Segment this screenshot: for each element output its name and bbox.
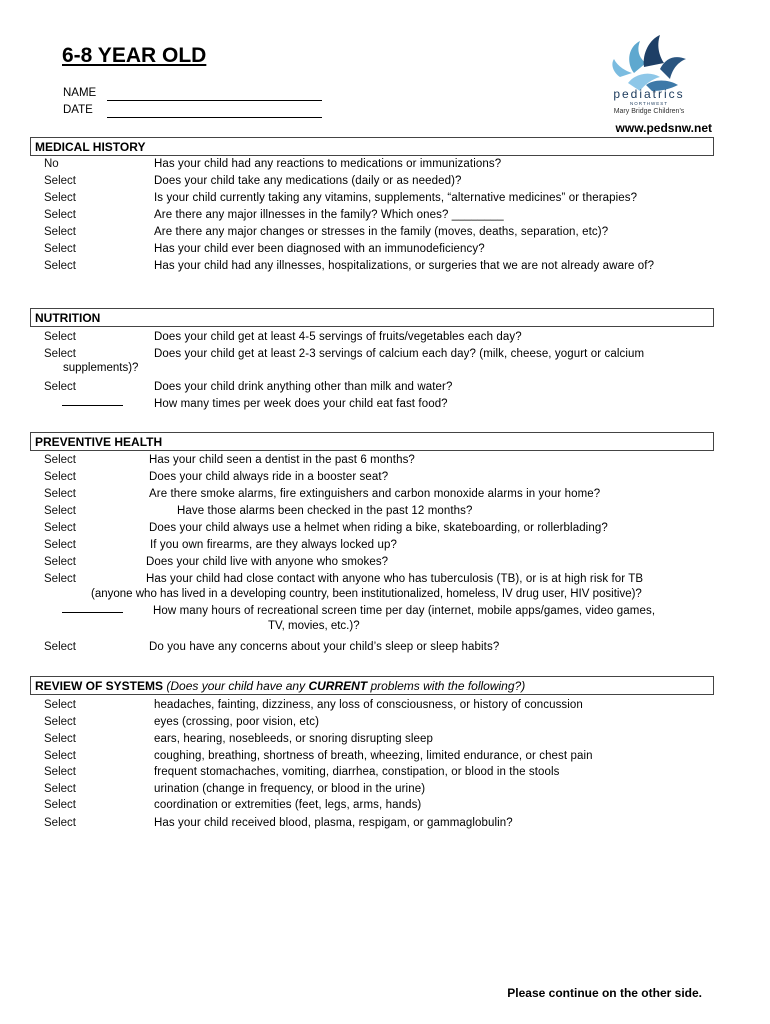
- date-field: [63, 104, 107, 116]
- answer-select[interactable]: Select: [44, 209, 76, 221]
- date-input-line[interactable]: [107, 117, 322, 118]
- section-header-review-of-systems: [30, 676, 714, 695]
- answer-select[interactable]: Select: [44, 226, 76, 238]
- question-row: [0, 452, 770, 469]
- question-row: [0, 224, 770, 241]
- answer-blank-line[interactable]: [62, 612, 123, 613]
- question-text: coordination or extremities (feet, legs, arms, hands): [154, 799, 422, 811]
- question-row: [0, 190, 770, 207]
- question-text: Does your child drink anything other than milk and water?: [154, 381, 453, 393]
- answer-select[interactable]: Select: [44, 505, 76, 517]
- answer-select[interactable]: Select: [44, 539, 76, 551]
- question-text: How many times per week does your child eat fast food?: [154, 398, 448, 410]
- question-row: [0, 537, 770, 554]
- website-link[interactable]: www.pedsnw.net: [615, 121, 712, 135]
- question-text: Are there any major illnesses in the family? Which ones? ________: [154, 209, 504, 221]
- question-text: coughing, breathing, shortness of breath, wheezing, limited endurance, or chest pain: [154, 750, 593, 762]
- question-row: [0, 241, 770, 258]
- question-text: Has your child received blood, plasma, respigam, or gammaglobulin?: [154, 817, 513, 829]
- answer-select[interactable]: Select: [44, 348, 76, 360]
- question-text: Does your child get at least 4-5 servings of fruits/vegetables each day?: [154, 331, 522, 343]
- question-text: If you own firearms, are they always locked up?: [150, 539, 397, 551]
- question-text: Is your child currently taking any vitamins, supplements, “alternative medicines” or therapies?: [154, 192, 638, 204]
- question-text: Does your child get at least 2-3 servings of calcium each day? (milk, cheese, yogurt or calcium: [154, 348, 645, 360]
- question-row: [0, 571, 770, 588]
- question-row: [0, 714, 770, 731]
- question-row: [0, 258, 770, 275]
- section-header-medical-history: [30, 137, 714, 156]
- answer-select[interactable]: Select: [44, 716, 76, 728]
- answer-select[interactable]: Select: [44, 699, 76, 711]
- question-text: Has your child had any illnesses, hospitalizations, or surgeries that we are not already aware of?: [154, 260, 655, 272]
- section-note-after: problems with the following?): [367, 679, 526, 693]
- section-title: REVIEW OF SYSTEMS: [35, 679, 164, 693]
- question-text: Does your child always use a helmet when riding a bike, skateboarding, or rollerblading?: [149, 522, 608, 534]
- answer-select[interactable]: Select: [44, 192, 76, 204]
- name-label: NAME: [63, 87, 97, 99]
- answer-select[interactable]: Select: [44, 454, 76, 466]
- answer-select[interactable]: Select: [44, 799, 76, 811]
- question-row: [0, 469, 770, 486]
- logo-wordmark: pediatrics: [613, 87, 685, 101]
- answer-select[interactable]: No: [44, 158, 59, 170]
- question-row: [0, 781, 770, 798]
- question-text: Does your child always ride in a booster seat?: [149, 471, 389, 483]
- question-text: headaches, fainting, dizziness, any loss of consciousness, or history of concussion: [154, 699, 583, 711]
- answer-select[interactable]: Select: [44, 783, 76, 795]
- answer-select[interactable]: Select: [44, 260, 76, 272]
- question-row: [0, 486, 770, 503]
- section-note-before: (Does your child have any: [166, 679, 309, 693]
- question-row: [0, 603, 770, 620]
- section-title: PREVENTIVE HEALTH: [35, 435, 163, 449]
- answer-select[interactable]: Select: [44, 750, 76, 762]
- logo-subtext: NORTHWEST: [630, 101, 668, 106]
- page-title: 6-8 YEAR OLD: [62, 44, 207, 67]
- answer-select[interactable]: Select: [44, 175, 76, 187]
- question-text: Has your child ever been diagnosed with an immunodeficiency?: [154, 243, 485, 255]
- section-title: NUTRITION: [35, 311, 101, 325]
- question-continuation: supplements)?: [63, 362, 139, 374]
- answer-select[interactable]: Select: [44, 488, 76, 500]
- answer-select[interactable]: Select: [44, 766, 76, 778]
- question-text: Has your child had close contact with anyone who has tuberculosis (TB), or is at high risk for TB: [146, 573, 644, 585]
- section-title: MEDICAL HISTORY: [35, 140, 146, 154]
- answer-select[interactable]: Select: [44, 573, 76, 585]
- continue-note: Please continue on the other side.: [507, 986, 702, 1000]
- section-header-nutrition: [30, 308, 714, 327]
- question-row: [0, 554, 770, 571]
- question-row: [0, 329, 770, 346]
- answer-select[interactable]: Select: [44, 522, 76, 534]
- question-row: [0, 346, 770, 363]
- question-row: [0, 503, 770, 520]
- question-row: [0, 156, 770, 173]
- answer-select[interactable]: Select: [44, 471, 76, 483]
- question-text: urination (change in frequency, or blood in the urine): [154, 783, 426, 795]
- answer-select[interactable]: Select: [44, 641, 76, 653]
- name-input-line[interactable]: [107, 100, 322, 101]
- answer-select[interactable]: Select: [44, 556, 76, 568]
- question-continuation: (anyone who has lived in a developing country, been institutionalized, homeless, IV drug user, HIV positive)?: [91, 588, 642, 600]
- answer-select[interactable]: Select: [44, 243, 76, 255]
- section-note: [166, 679, 525, 693]
- question-text: Does your child live with anyone who smokes?: [146, 556, 389, 568]
- question-row: [0, 697, 770, 714]
- question-row: [0, 520, 770, 537]
- question-text: frequent stomachaches, vomiting, diarrhea, constipation, or blood in the stools: [154, 766, 560, 778]
- question-text: Does your child take any medications (daily or as needed)?: [154, 175, 462, 187]
- name-field: [63, 87, 107, 99]
- question-row: [0, 731, 770, 748]
- question-row: [0, 764, 770, 781]
- answer-select[interactable]: Select: [44, 381, 76, 393]
- question-row: [0, 379, 770, 396]
- question-text: Are there smoke alarms, fire extinguishers and carbon monoxide alarms in your home?: [149, 488, 601, 500]
- question-text: eyes (crossing, poor vision, etc): [154, 716, 320, 728]
- question-text: Has your child had any reactions to medications or immunizations?: [154, 158, 502, 170]
- question-row: [0, 815, 770, 832]
- answer-select[interactable]: Select: [44, 331, 76, 343]
- answer-select[interactable]: Select: [44, 733, 76, 745]
- section-header-preventive-health: [30, 432, 714, 451]
- answer-select[interactable]: Select: [44, 817, 76, 829]
- logo-tagline: Mary Bridge Children's: [613, 108, 685, 115]
- question-row: [0, 207, 770, 224]
- question-row: [0, 173, 770, 190]
- question-text: Do you have any concerns about your child’s sleep or sleep habits?: [149, 641, 500, 653]
- question-row: [0, 748, 770, 765]
- question-row: [0, 639, 770, 656]
- answer-blank-line[interactable]: [62, 405, 123, 406]
- question-continuation: TV, movies, etc.)?: [268, 620, 360, 632]
- question-text: How many hours of recreational screen time per day (internet, mobile apps/games, video games,: [153, 605, 656, 617]
- question-row: [0, 797, 770, 814]
- question-text: ears, hearing, nosebleeds, or snoring disrupting sleep: [154, 733, 434, 745]
- question-row: [0, 396, 770, 413]
- date-label: DATE: [63, 104, 93, 116]
- question-text: Have those alarms been checked in the past 12 months?: [177, 505, 473, 517]
- question-text: Has your child seen a dentist in the past 6 months?: [149, 454, 415, 466]
- section-note-emphasis: CURRENT: [308, 679, 368, 693]
- question-text: Are there any major changes or stresses in the family (moves, deaths, separation, etc)?: [154, 226, 609, 238]
